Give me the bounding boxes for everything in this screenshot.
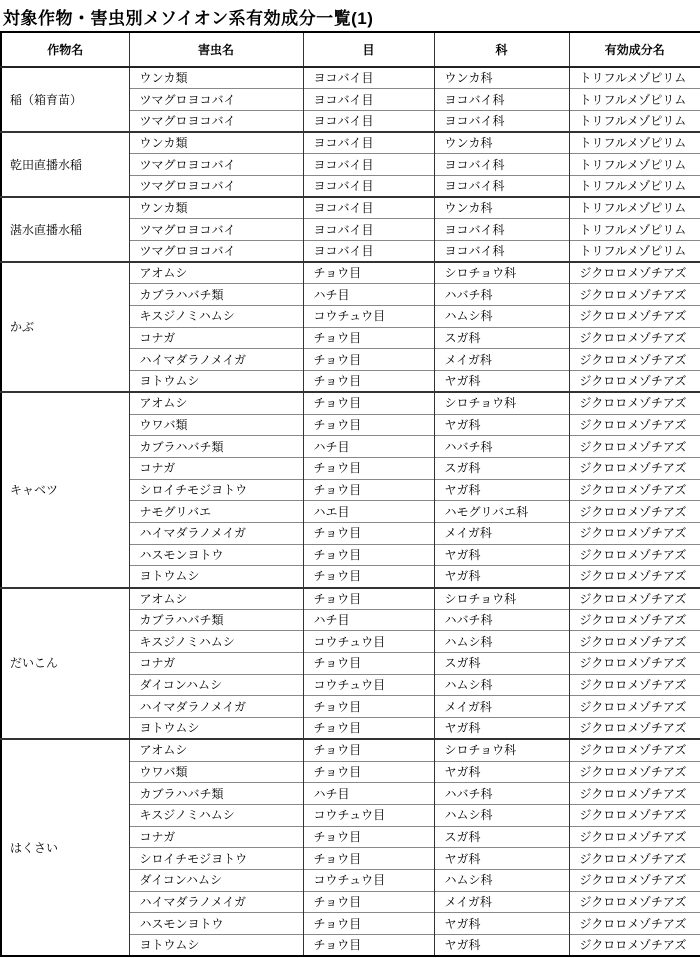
family-cell: ヤガ科 (434, 761, 569, 783)
ingredient-name-cell: ジクロロメゾチアズ (569, 371, 700, 393)
ingredient-name-cell: ジクロロメゾチアズ (569, 848, 700, 870)
pest-name-cell: ハスモンヨトウ (129, 913, 303, 935)
header-family: 科 (434, 32, 569, 67)
pest-name-cell: ツマグロヨコバイ (129, 241, 303, 263)
ingredient-name-cell: ジクロロメゾチアズ (569, 804, 700, 826)
order-cell: チョウ目 (303, 761, 434, 783)
crop-name-cell: キャベツ (1, 392, 129, 587)
crop-name-cell: 稲（箱育苗） (1, 67, 129, 132)
pest-name-cell: キスジノミハムシ (129, 306, 303, 328)
ingredient-name-cell: トリフルメゾピリム (569, 241, 700, 263)
order-cell: コウチュウ目 (303, 631, 434, 653)
ingredient-name-cell: ジクロロメゾチアズ (569, 566, 700, 588)
ingredient-name-cell: ジクロロメゾチアズ (569, 414, 700, 436)
order-cell: ハエ目 (303, 501, 434, 523)
pest-name-cell: カブラハバチ類 (129, 436, 303, 458)
order-cell: コウチュウ目 (303, 306, 434, 328)
pest-name-cell: ツマグロヨコバイ (129, 175, 303, 197)
pest-name-cell: ハスモンヨトウ (129, 544, 303, 566)
ingredient-name-cell: ジクロロメゾチアズ (569, 262, 700, 284)
pest-name-cell: ハイマダラノメイガ (129, 891, 303, 913)
family-cell: シロチョウ科 (434, 392, 569, 414)
family-cell: シロチョウ科 (434, 739, 569, 761)
family-cell: シロチョウ科 (434, 262, 569, 284)
ingredient-name-cell: ジクロロメゾチアズ (569, 674, 700, 696)
header-row (1, 32, 700, 67)
family-cell: ヤガ科 (434, 848, 569, 870)
pest-name-cell: ツマグロヨコバイ (129, 89, 303, 111)
order-cell: ハチ目 (303, 436, 434, 458)
order-cell: チョウ目 (303, 739, 434, 761)
order-cell: ヨコバイ目 (303, 197, 434, 219)
family-cell: ヤガ科 (434, 479, 569, 501)
family-cell: ウンカ科 (434, 197, 569, 219)
family-cell: ハバチ科 (434, 284, 569, 306)
order-cell: コウチュウ目 (303, 804, 434, 826)
pest-name-cell: ヨトウムシ (129, 935, 303, 957)
family-cell: ハバチ科 (434, 783, 569, 805)
order-cell: チョウ目 (303, 414, 434, 436)
order-cell: チョウ目 (303, 566, 434, 588)
ingredient-name-cell: トリフルメゾピリム (569, 110, 700, 132)
order-cell: ヨコバイ目 (303, 132, 434, 154)
family-cell: ハバチ科 (434, 609, 569, 631)
ingredient-name-cell: ジクロロメゾチアズ (569, 718, 700, 740)
crop-name-cell: かぶ (1, 262, 129, 392)
order-cell: チョウ目 (303, 371, 434, 393)
order-cell: チョウ目 (303, 826, 434, 848)
family-cell: スガ科 (434, 457, 569, 479)
table-body (1, 67, 700, 956)
ingredient-name-cell: ジクロロメゾチアズ (569, 935, 700, 957)
ingredient-name-cell: ジクロロメゾチアズ (569, 826, 700, 848)
pest-name-cell: ダイコンハムシ (129, 869, 303, 891)
order-cell: ハチ目 (303, 284, 434, 306)
pest-name-cell: ツマグロヨコバイ (129, 110, 303, 132)
ingredient-name-cell: トリフルメゾピリム (569, 89, 700, 111)
family-cell: ヨコバイ科 (434, 154, 569, 176)
ingredient-name-cell: ジクロロメゾチアズ (569, 436, 700, 458)
family-cell: ヨコバイ科 (434, 219, 569, 241)
pest-name-cell: カブラハバチ類 (129, 284, 303, 306)
family-cell: メイガ科 (434, 349, 569, 371)
ingredient-name-cell: ジクロロメゾチアズ (569, 653, 700, 675)
pest-name-cell: ハイマダラノメイガ (129, 349, 303, 371)
pest-name-cell: カブラハバチ類 (129, 783, 303, 805)
order-cell: チョウ目 (303, 935, 434, 957)
order-cell: ヨコバイ目 (303, 67, 434, 89)
order-cell: チョウ目 (303, 718, 434, 740)
family-cell: メイガ科 (434, 696, 569, 718)
ingredient-name-cell: ジクロロメゾチアズ (569, 457, 700, 479)
table-row (1, 739, 700, 761)
ingredient-name-cell: トリフルメゾピリム (569, 132, 700, 154)
ingredient-name-cell: ジクロロメゾチアズ (569, 522, 700, 544)
pest-name-cell: コナガ (129, 826, 303, 848)
family-cell: スガ科 (434, 826, 569, 848)
ingredient-name-cell: ジクロロメゾチアズ (569, 609, 700, 631)
crop-name-cell: だいこん (1, 588, 129, 740)
order-cell: チョウ目 (303, 696, 434, 718)
ingredient-name-cell: ジクロロメゾチアズ (569, 392, 700, 414)
pest-name-cell: アオムシ (129, 392, 303, 414)
header-pest-name: 害虫名 (129, 32, 303, 67)
family-cell: スガ科 (434, 653, 569, 675)
pest-name-cell: コナガ (129, 457, 303, 479)
family-cell: ウンカ科 (434, 132, 569, 154)
crop-name-cell: 湛水直播水稲 (1, 197, 129, 262)
order-cell: チョウ目 (303, 479, 434, 501)
pest-name-cell: コナガ (129, 327, 303, 349)
order-cell: ヨコバイ目 (303, 219, 434, 241)
pest-name-cell: ハイマダラノメイガ (129, 696, 303, 718)
order-cell: コウチュウ目 (303, 869, 434, 891)
family-cell: ハムシ科 (434, 306, 569, 328)
pest-name-cell: アオムシ (129, 739, 303, 761)
page-title: 対象作物・害虫別メソイオン系有効成分一覧(1) (3, 9, 374, 28)
family-cell: ハバチ科 (434, 436, 569, 458)
family-cell: ヤガ科 (434, 414, 569, 436)
order-cell: チョウ目 (303, 262, 434, 284)
crop-name-cell: 乾田直播水稲 (1, 132, 129, 197)
family-cell: スガ科 (434, 327, 569, 349)
ingredient-name-cell: ジクロロメゾチアズ (569, 306, 700, 328)
header-order: 目 (303, 32, 434, 67)
family-cell: ヤガ科 (434, 913, 569, 935)
order-cell: チョウ目 (303, 327, 434, 349)
ingredient-name-cell: ジクロロメゾチアズ (569, 761, 700, 783)
family-cell: ヤガ科 (434, 371, 569, 393)
family-cell: ヨコバイ科 (434, 110, 569, 132)
family-cell: ヤガ科 (434, 544, 569, 566)
pest-name-cell: ウンカ類 (129, 197, 303, 219)
family-cell: ヨコバイ科 (434, 175, 569, 197)
table-row (1, 392, 700, 414)
pest-name-cell: キスジノミハムシ (129, 631, 303, 653)
order-cell: ヨコバイ目 (303, 154, 434, 176)
order-cell: チョウ目 (303, 392, 434, 414)
ingredient-name-cell: ジクロロメゾチアズ (569, 284, 700, 306)
pest-name-cell: ハイマダラノメイガ (129, 522, 303, 544)
pest-name-cell: キスジノミハムシ (129, 804, 303, 826)
ingredient-name-cell: トリフルメゾピリム (569, 219, 700, 241)
order-cell: ヨコバイ目 (303, 89, 434, 111)
order-cell: チョウ目 (303, 588, 434, 610)
table-row (1, 132, 700, 154)
order-cell: ハチ目 (303, 783, 434, 805)
ingredient-name-cell: ジクロロメゾチアズ (569, 327, 700, 349)
pest-name-cell: ナモグリバエ (129, 501, 303, 523)
order-cell: ハチ目 (303, 609, 434, 631)
order-cell: チョウ目 (303, 349, 434, 371)
ingredient-name-cell: トリフルメゾピリム (569, 67, 700, 89)
order-cell: チョウ目 (303, 457, 434, 479)
pest-name-cell: カブラハバチ類 (129, 609, 303, 631)
ingredient-name-cell: トリフルメゾピリム (569, 154, 700, 176)
pest-name-cell: コナガ (129, 653, 303, 675)
order-cell: チョウ目 (303, 544, 434, 566)
ingredient-name-cell: ジクロロメゾチアズ (569, 913, 700, 935)
table-row (1, 262, 700, 284)
pest-name-cell: ウワバ類 (129, 414, 303, 436)
pest-name-cell: ウワバ類 (129, 761, 303, 783)
pest-name-cell: ツマグロヨコバイ (129, 154, 303, 176)
ingredient-name-cell: ジクロロメゾチアズ (569, 501, 700, 523)
pest-name-cell: ウンカ類 (129, 132, 303, 154)
table-row (1, 588, 700, 610)
family-cell: ヤガ科 (434, 566, 569, 588)
order-cell: チョウ目 (303, 653, 434, 675)
ingredient-name-cell: ジクロロメゾチアズ (569, 479, 700, 501)
order-cell: ヨコバイ目 (303, 241, 434, 263)
table-row (1, 67, 700, 89)
family-cell: ハムシ科 (434, 804, 569, 826)
pest-name-cell: ツマグロヨコバイ (129, 219, 303, 241)
active-ingredient-table (0, 31, 700, 957)
family-cell: ハムシ科 (434, 631, 569, 653)
family-cell: メイガ科 (434, 891, 569, 913)
order-cell: コウチュウ目 (303, 674, 434, 696)
header-crop-name: 作物名 (1, 32, 129, 67)
ingredient-name-cell: トリフルメゾピリム (569, 197, 700, 219)
family-cell: ハムシ科 (434, 869, 569, 891)
order-cell: ヨコバイ目 (303, 110, 434, 132)
pest-name-cell: シロイチモジヨトウ (129, 479, 303, 501)
family-cell: メイガ科 (434, 522, 569, 544)
order-cell: ヨコバイ目 (303, 175, 434, 197)
pest-name-cell: シロイチモジヨトウ (129, 848, 303, 870)
ingredient-name-cell: トリフルメゾピリム (569, 175, 700, 197)
order-cell: チョウ目 (303, 522, 434, 544)
pest-name-cell: ヨトウムシ (129, 371, 303, 393)
pest-name-cell: ヨトウムシ (129, 718, 303, 740)
family-cell: ハムシ科 (434, 674, 569, 696)
pest-name-cell: アオムシ (129, 262, 303, 284)
pest-name-cell: ヨトウムシ (129, 566, 303, 588)
family-cell: ヨコバイ科 (434, 89, 569, 111)
family-cell: ヨコバイ科 (434, 241, 569, 263)
order-cell: チョウ目 (303, 913, 434, 935)
family-cell: ヤガ科 (434, 718, 569, 740)
family-cell: ハモグリバエ科 (434, 501, 569, 523)
pest-name-cell: ダイコンハムシ (129, 674, 303, 696)
pest-name-cell: アオムシ (129, 588, 303, 610)
crop-name-cell: はくさい (1, 739, 129, 956)
ingredient-name-cell: ジクロロメゾチアズ (569, 631, 700, 653)
table-header (1, 32, 700, 67)
order-cell: チョウ目 (303, 891, 434, 913)
order-cell: チョウ目 (303, 848, 434, 870)
family-cell: ヤガ科 (434, 935, 569, 957)
pest-name-cell: ウンカ類 (129, 67, 303, 89)
family-cell: シロチョウ科 (434, 588, 569, 610)
ingredient-name-cell: ジクロロメゾチアズ (569, 544, 700, 566)
ingredient-name-cell: ジクロロメゾチアズ (569, 869, 700, 891)
ingredient-name-cell: ジクロロメゾチアズ (569, 739, 700, 761)
ingredient-name-cell: ジクロロメゾチアズ (569, 891, 700, 913)
ingredient-name-cell: ジクロロメゾチアズ (569, 349, 700, 371)
ingredient-name-cell: ジクロロメゾチアズ (569, 588, 700, 610)
family-cell: ウンカ科 (434, 67, 569, 89)
ingredient-name-cell: ジクロロメゾチアズ (569, 696, 700, 718)
table-row (1, 197, 700, 219)
ingredient-name-cell: ジクロロメゾチアズ (569, 783, 700, 805)
header-ingredient-name: 有効成分名 (569, 32, 700, 67)
